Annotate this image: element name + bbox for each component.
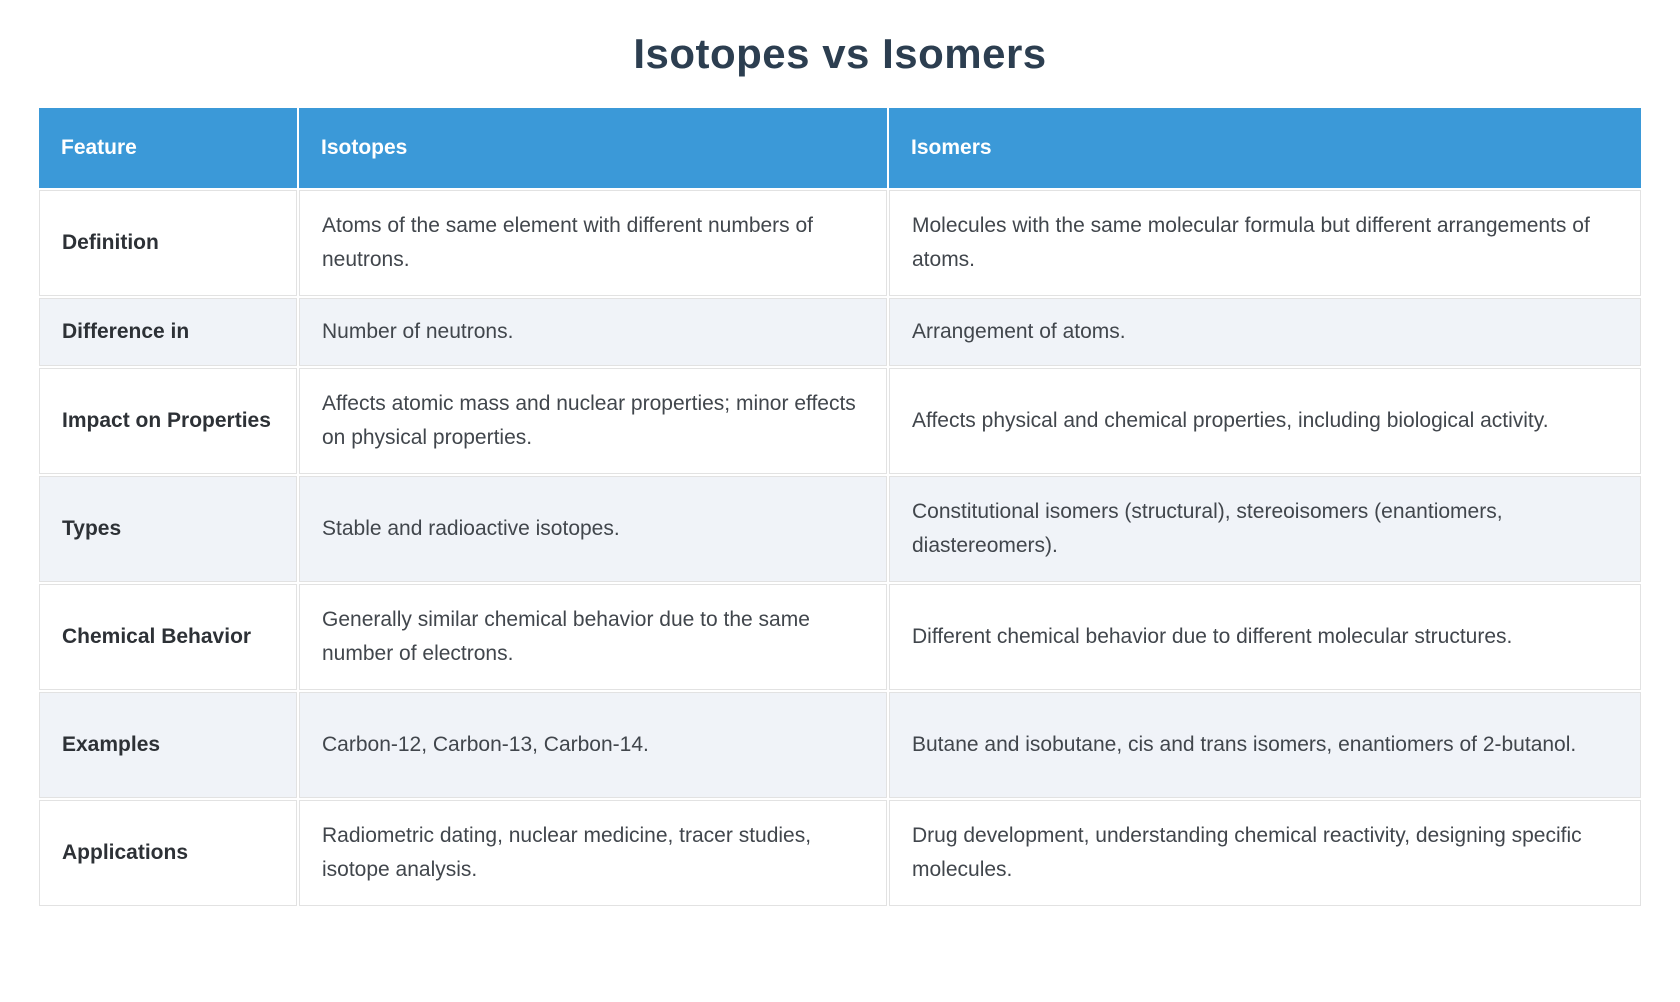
- table-row: [39, 800, 1641, 906]
- isotopes-cell: Stable and radioactive isotopes.: [299, 476, 887, 582]
- isomers-cell: Molecules with the same molecular formula but different arrangements of atoms.: [889, 190, 1641, 296]
- table-row: [39, 584, 1641, 690]
- isotopes-cell: Carbon-12, Carbon-13, Carbon-14.: [299, 692, 887, 798]
- isotopes-cell: Affects atomic mass and nuclear properties; minor effects on physical properties.: [299, 368, 887, 474]
- feature-cell: Chemical Behavior: [39, 584, 297, 690]
- feature-cell: Impact on Properties: [39, 368, 297, 474]
- header-isotopes: Isotopes: [299, 108, 887, 188]
- isotopes-cell: Radiometric dating, nuclear medicine, tracer studies, isotope analysis.: [299, 800, 887, 906]
- table-row: [39, 368, 1641, 474]
- isomers-cell: Affects physical and chemical properties, including biological activity.: [889, 368, 1641, 474]
- isomers-cell: Arrangement of atoms.: [889, 298, 1641, 366]
- header-isomers: Isomers: [889, 108, 1641, 188]
- isotopes-cell: Atoms of the same element with different numbers of neutrons.: [299, 190, 887, 296]
- feature-cell: Definition: [39, 190, 297, 296]
- page-title: Isotopes vs Isomers: [633, 30, 1047, 77]
- feature-cell: Applications: [39, 800, 297, 906]
- isomers-cell: Butane and isobutane, cis and trans isomers, enantiomers of 2-butanol.: [889, 692, 1641, 798]
- header-feature: Feature: [39, 108, 297, 188]
- feature-cell: Examples: [39, 692, 297, 798]
- isotopes-cell: Number of neutrons.: [299, 298, 887, 366]
- table-row: [39, 476, 1641, 582]
- comparison-table: [37, 106, 1643, 908]
- table-header-row: [39, 108, 1641, 188]
- feature-cell: Difference in: [39, 298, 297, 366]
- isomers-cell: Drug development, understanding chemical reactivity, designing specific molecules.: [889, 800, 1641, 906]
- table-row: [39, 298, 1641, 366]
- isotopes-cell: Generally similar chemical behavior due to the same number of electrons.: [299, 584, 887, 690]
- feature-cell: Types: [39, 476, 297, 582]
- isomers-cell: Different chemical behavior due to different molecular structures.: [889, 584, 1641, 690]
- table-row: [39, 190, 1641, 296]
- table-row: [39, 692, 1641, 798]
- isomers-cell: Constitutional isomers (structural), stereoisomers (enantiomers, diastereomers).: [889, 476, 1641, 582]
